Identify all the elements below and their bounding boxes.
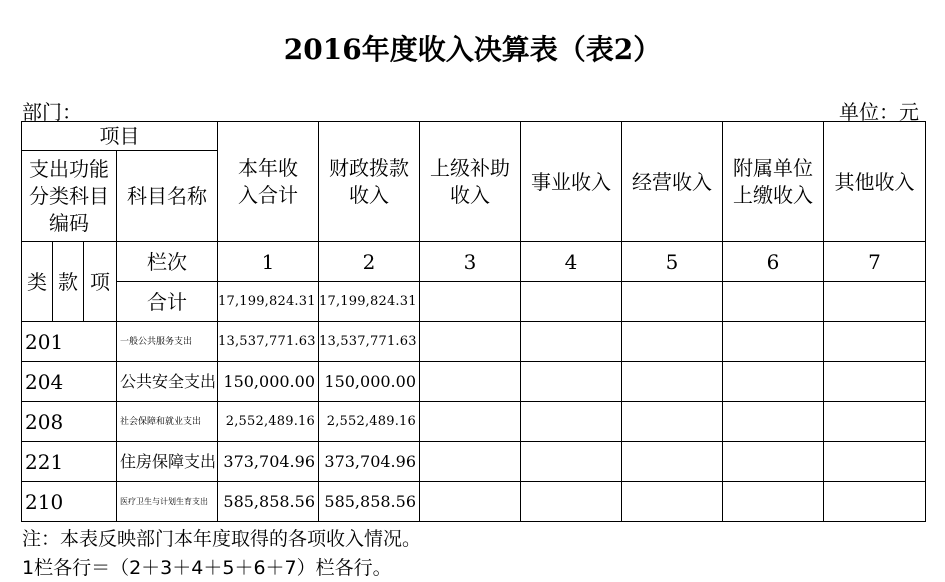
row-value: [521, 482, 622, 522]
income-table: [21, 121, 926, 522]
header-row-project: [22, 122, 926, 151]
header-col-3: 上级补助收入: [420, 122, 521, 242]
row-code: 208: [22, 402, 117, 442]
row-value: [824, 402, 926, 442]
table-row: [22, 482, 926, 522]
row-value: [622, 322, 723, 362]
row-value: 585,858.56: [319, 482, 420, 522]
row-value: 2,552,489.16: [319, 402, 420, 442]
department-label: 部门：: [22, 100, 82, 124]
column-number: 3: [420, 242, 521, 282]
total-cell: [420, 282, 521, 322]
row-value: 2,552,489.16: [218, 402, 319, 442]
column-number: 5: [622, 242, 723, 282]
header-col-6: 附属单位上缴收入: [723, 122, 824, 242]
header-col-4: 事业收入: [521, 122, 622, 242]
header-func-code: 支出功能分类科目编码: [22, 151, 117, 242]
column-index-label: 栏次: [117, 242, 218, 282]
total-row: [22, 282, 926, 322]
row-value: 13,537,771.63: [319, 322, 420, 362]
row-value: [622, 442, 723, 482]
row-name: 公共安全支出: [117, 362, 218, 402]
unit-label: 单位：元: [839, 100, 919, 124]
row-value: [521, 402, 622, 442]
row-value: [723, 362, 824, 402]
header-kuan: 款: [53, 242, 84, 322]
total-cell: [824, 282, 926, 322]
column-number: 4: [521, 242, 622, 282]
row-name: 一般公共服务支出: [117, 322, 218, 362]
row-value: [420, 322, 521, 362]
table-row: [22, 402, 926, 442]
row-value: [420, 362, 521, 402]
header-project: 项目: [22, 122, 218, 151]
header-subject-name: 科目名称: [117, 151, 218, 242]
footnote: 1栏各行＝（2＋3＋4＋5＋6＋7）栏各行。: [22, 557, 392, 579]
row-value: [521, 322, 622, 362]
row-value: 150,000.00: [218, 362, 319, 402]
row-value: [723, 322, 824, 362]
column-number: 1: [218, 242, 319, 282]
footnote: 注：本表反映部门本年度取得的各项收入情况。: [22, 528, 422, 550]
row-value: [723, 402, 824, 442]
column-number: 6: [723, 242, 824, 282]
row-code: 204: [22, 362, 117, 402]
total-cell: [622, 282, 723, 322]
row-value: [420, 482, 521, 522]
row-value: [824, 322, 926, 362]
row-value: [824, 482, 926, 522]
total-cell: [723, 282, 824, 322]
column-number: 2: [319, 242, 420, 282]
row-value: [521, 362, 622, 402]
row-value: 373,704.96: [319, 442, 420, 482]
row-value: [622, 482, 723, 522]
total-label: 合计: [117, 282, 218, 322]
row-value: 585,858.56: [218, 482, 319, 522]
table-row: [22, 322, 926, 362]
header-col-2: 财政拨款收入: [319, 122, 420, 242]
table-row: [22, 442, 926, 482]
row-name: 社会保障和就业支出: [117, 402, 218, 442]
row-value: [622, 402, 723, 442]
row-value: [420, 442, 521, 482]
row-code: 201: [22, 322, 117, 362]
page-title: 2016年度收入决算表（表2）: [283, 33, 662, 66]
total-cell: [521, 282, 622, 322]
row-value: [622, 362, 723, 402]
row-value: [723, 482, 824, 522]
column-number: 7: [824, 242, 926, 282]
header-col-7: 其他收入: [824, 122, 926, 242]
total-cell: 17,199,824.31: [218, 282, 319, 322]
row-value: [824, 442, 926, 482]
header-lei: 类: [22, 242, 53, 322]
row-code: 221: [22, 442, 117, 482]
row-value: [723, 442, 824, 482]
row-code: 210: [22, 482, 117, 522]
total-cell: 17,199,824.31: [319, 282, 420, 322]
table-row: [22, 362, 926, 402]
row-value: [521, 442, 622, 482]
row-value: [824, 362, 926, 402]
header-col-1: 本年收入合计: [218, 122, 319, 242]
header-xiang: 项: [84, 242, 117, 322]
row-value: [420, 402, 521, 442]
row-name: 医疗卫生与计划生育支出: [117, 482, 218, 522]
row-value: 373,704.96: [218, 442, 319, 482]
row-value: 13,537,771.63: [218, 322, 319, 362]
row-value: 150,000.00: [319, 362, 420, 402]
header-col-5: 经营收入: [622, 122, 723, 242]
row-name: 住房保障支出: [117, 442, 218, 482]
column-number-row: [22, 242, 926, 282]
